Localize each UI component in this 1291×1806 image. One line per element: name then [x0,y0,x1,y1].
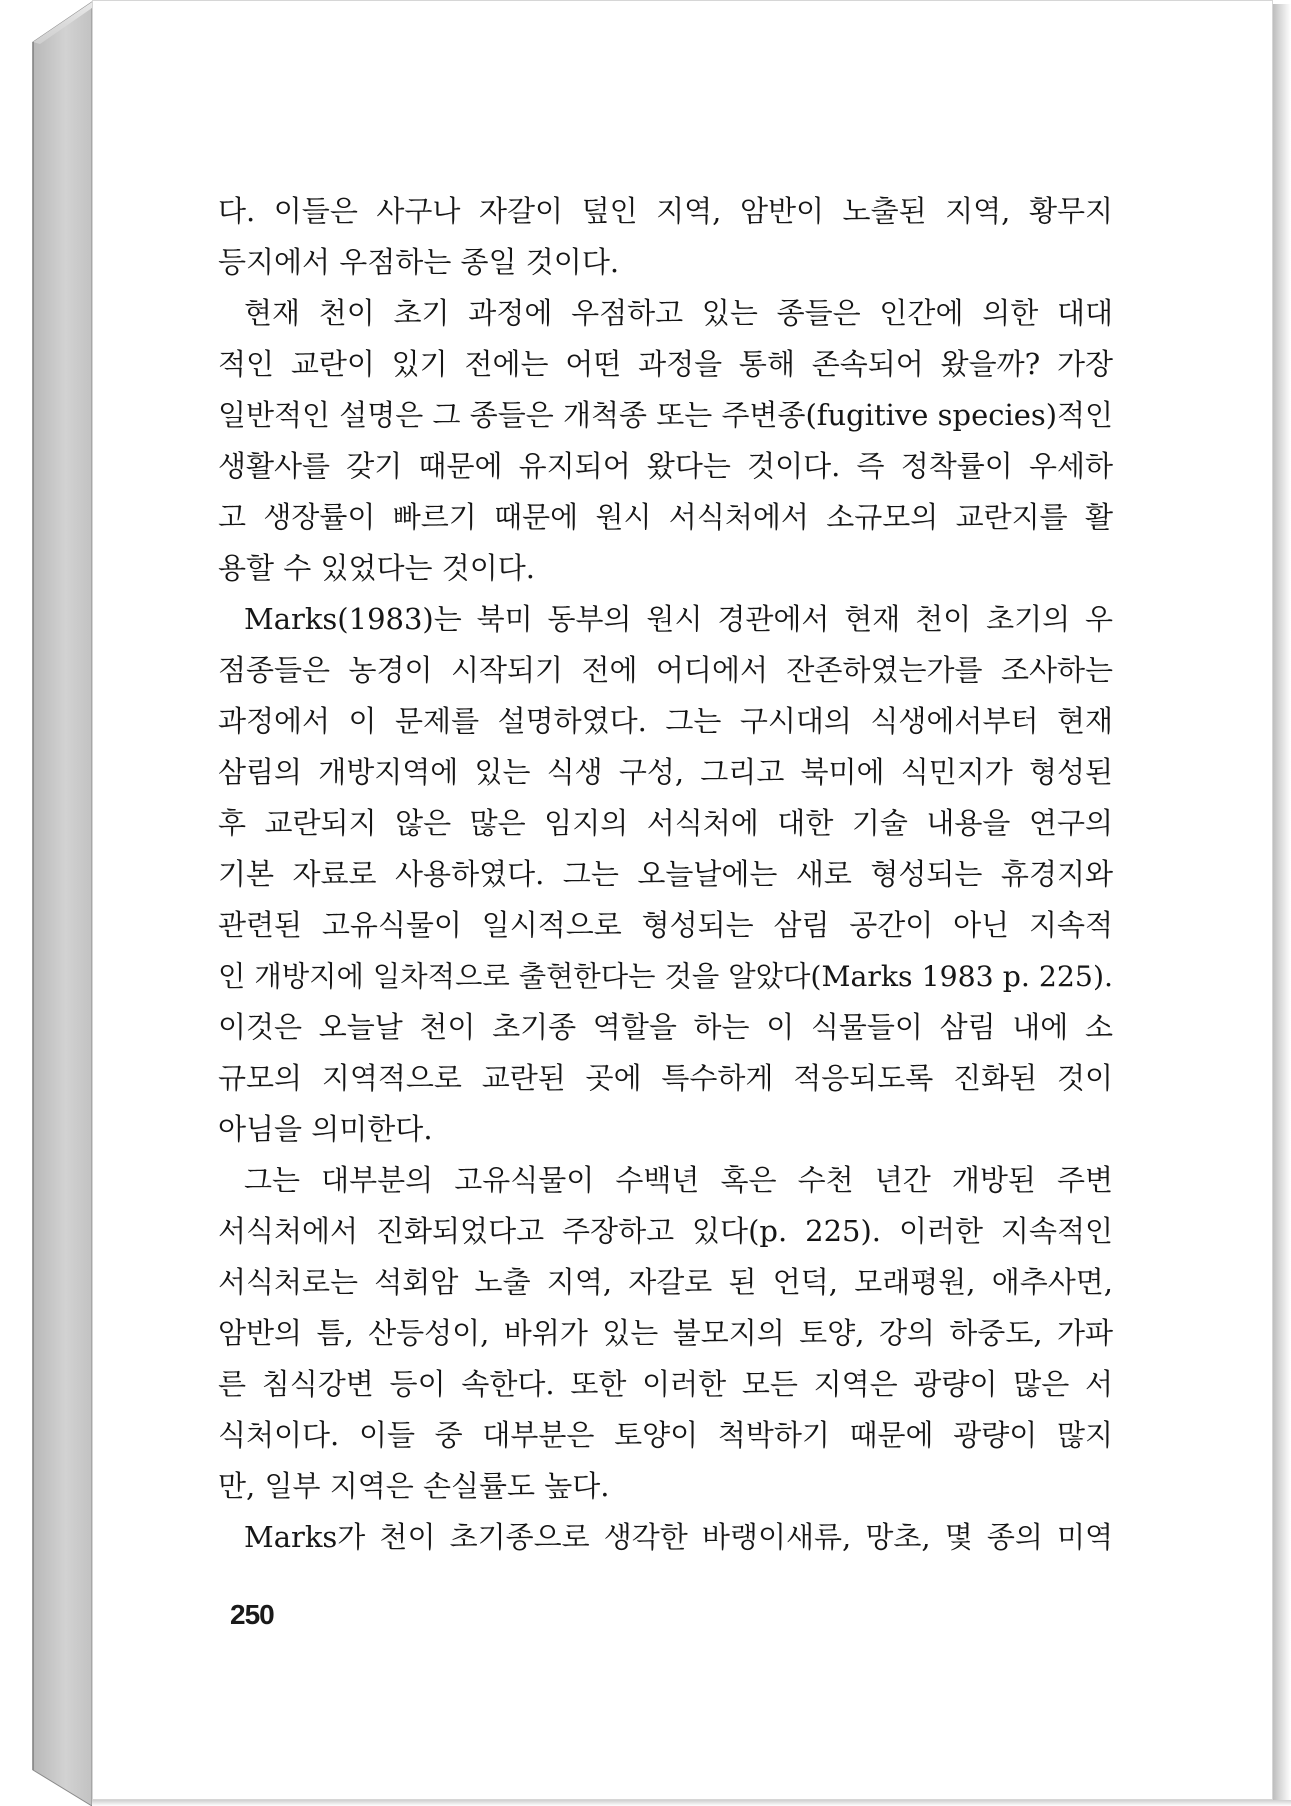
text-line: 과정에서 이 문제를 설명하였다. 그는 구시대의 식생에서부터 현재 [218,704,1113,738]
page-bottom-shadow [92,1800,1291,1806]
text-line: 생활사를 갖기 때문에 유지되어 왔다는 것이다. 즉 정착률이 우세하 [218,449,1113,483]
text-line: 다. 이들은 사구나 자갈이 덮인 지역, 암반이 노출된 지역, 황무지 [218,194,1113,228]
text-line: 용할 수 있었다는 것이다. [218,551,536,585]
text-line: Marks(1983)는 북미 동부의 원시 경관에서 현재 천이 초기의 우 [244,602,1113,636]
text-line: 인 개방지에 일차적으로 출현한다는 것을 알았다(Marks 1983 p. 225). [218,960,1113,993]
book-edge [0,0,100,1806]
text-line: 식처이다. 이들 중 대부분은 토양이 척박하기 때문에 광량이 많지 [218,1418,1113,1452]
text-line: 이것은 오늘날 천이 초기종 역할을 하는 이 식물들이 삼림 내에 소 [218,1010,1113,1044]
text-line: 점종들은 농경이 시작되기 전에 어디에서 잔존하였는가를 조사하는 [218,653,1113,687]
text-line: 서식처에서 진화되었다고 주장하고 있다(p. 225). 이러한 지속적인 [218,1214,1113,1248]
body-text [218,186,1113,1563]
text-line: 암반의 틈, 산등성이, 바위가 있는 불모지의 토양, 강의 하중도, 가파 [218,1316,1113,1350]
text-line: 른 침식강변 등이 속한다. 또한 이러한 모든 지역은 광량이 많은 서 [218,1367,1113,1401]
text-line: 등지에서 우점하는 종일 것이다. [218,245,620,279]
page-number: 250 [230,1599,274,1630]
text-line: 만, 일부 지역은 손실률도 높다. [218,1469,610,1503]
text-line: 고 생장률이 빠르기 때문에 원시 서식처에서 소규모의 교란지를 활 [218,500,1113,534]
text-line: 서식처로는 석회암 노출 지역, 자갈로 된 언덕, 모래평원, 애추사면, [218,1265,1113,1299]
text-line: 아님을 의미한다. [218,1112,433,1146]
text-line: 삼림의 개방지역에 있는 식생 구성, 그리고 북미에 식민지가 형성된 [218,755,1113,789]
text-line: 일반적인 설명은 그 종들은 개척종 또는 주변종(fugitive species)적인 [218,398,1113,432]
text-line: 후 교란되지 않은 많은 임지의 서식처에 대한 기술 내용을 연구의 [218,806,1113,840]
text-line: 규모의 지역적으로 교란된 곳에 특수하게 적응되도록 진화된 것이 [218,1061,1113,1095]
text-line: 기본 자료로 사용하였다. 그는 오늘날에는 새로 형성되는 휴경지와 [218,857,1113,891]
text-line: Marks가 천이 초기종으로 생각한 바랭이새류, 망초, 몇 종의 미역 [244,1520,1113,1554]
text-line: 관련된 고유식물이 일시적으로 형성되는 삼림 공간이 아닌 지속적 [218,908,1113,942]
text-line: 적인 교란이 있기 전에는 어떤 과정을 통해 존속되어 왔을까? 가장 [218,347,1113,381]
text-line: 현재 천이 초기 과정에 우점하고 있는 종들은 인간에 의한 대대 [244,296,1113,330]
text-line: 그는 대부분의 고유식물이 수백년 혹은 수천 년간 개방된 주변 [244,1163,1113,1197]
page-right-shadow [1273,4,1291,1806]
